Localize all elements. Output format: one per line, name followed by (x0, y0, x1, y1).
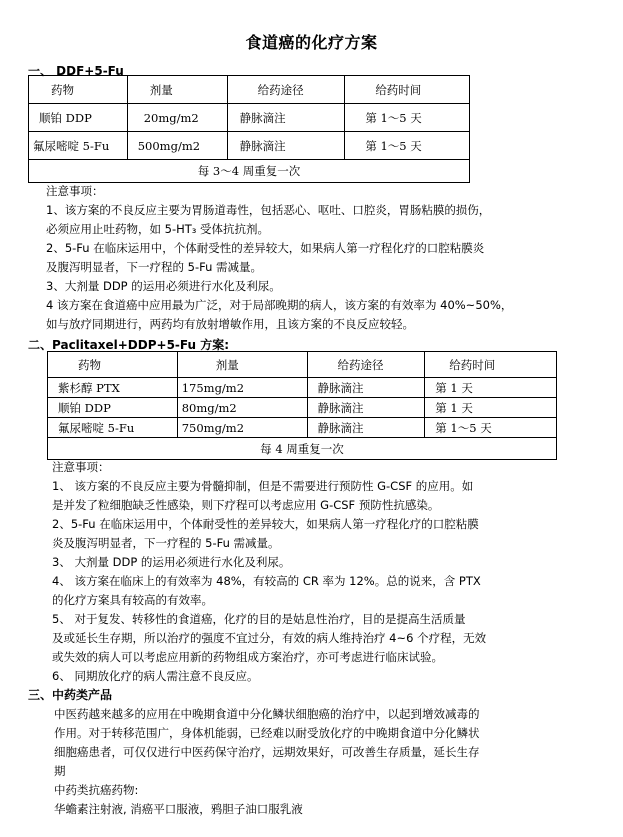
cell-time: 第 1～5 天 (345, 132, 470, 160)
cell-time: 第 1～5 天 (345, 104, 470, 132)
note-line: 4 该方案在食道癌中应用最为广泛，对于局部晚期的病人，该方案的有效率为 40%~50%， (46, 298, 513, 312)
tcm-drugs-list: 华蟾素注射液, 消癌平口服液，鸦胆子油口服乳液 (54, 802, 303, 816)
cell-drug: 顺铂 DDP (29, 104, 128, 132)
note-line: 注意事项： (46, 184, 104, 198)
tcm-drugs-subheading: 中药类抗癌药物: (54, 783, 139, 797)
note-line: 3、大剂量 DDP 的运用必须进行水化及利尿。 (46, 279, 281, 293)
paragraph-line: 作用。对于转移范围广，身体机能弱，已经难以耐受放化疗的中晚期食道中分化鳞状 (54, 726, 480, 740)
table-row (48, 418, 557, 438)
col-header-dose: 剂量 (177, 352, 307, 378)
table-header-row (29, 76, 470, 104)
regimen1-table (28, 75, 470, 183)
cell-dose: 175mg/m2 (177, 378, 307, 398)
repeat-cell: 每 4 周重复一次 (48, 438, 557, 460)
cell-time: 第 1 天 (425, 398, 557, 418)
col-header-time: 给药时间 (425, 352, 557, 378)
cell-route: 静脉滴注 (227, 104, 345, 132)
cell-route: 静脉滴注 (307, 378, 425, 398)
note-line: 必须应用止吐药物，如 5-HT₃ 受体抗抗剂。 (46, 222, 270, 236)
note-line: 注意事项： (52, 460, 110, 474)
note-line: 6、 同期放化疗的病人需注意不良反应。 (52, 669, 259, 683)
table-header-row (48, 352, 557, 378)
col-header-time: 给药时间 (345, 76, 470, 104)
cell-time: 第 1～5 天 (425, 418, 557, 438)
cell-dose: 80mg/m2 (177, 398, 307, 418)
cell-dose: 20mg/m2 (127, 104, 227, 132)
table-row (48, 378, 557, 398)
note-line: 4、 该方案在临床上的有效率为 48%，有较高的 CR 率为 12%。总的说来，含 PTX (52, 574, 481, 588)
note-line: 如与放疗同期进行，两药均有放射增敏作用，且该方案的不良反应较轻。 (46, 317, 414, 331)
table-row (48, 398, 557, 418)
col-header-route: 给药途径 (307, 352, 425, 378)
cell-drug: 紫杉醇 PTX (48, 378, 178, 398)
repeat-cell: 每 3～4 周重复一次 (29, 160, 470, 183)
cell-route: 静脉滴注 (307, 398, 425, 418)
note-line: 是并发了粒细胞缺乏性感染，则下疗程可以考虑应用 G-CSF 预防性抗感染。 (52, 498, 440, 512)
cell-route: 静脉滴注 (307, 418, 425, 438)
note-line: 炎及腹泻明显者，下一疗程的 5-Fu 需减量。 (52, 536, 280, 550)
section3-paragraph (54, 705, 480, 819)
cell-drug: 氟尿嘧啶 5-Fu (48, 418, 178, 438)
col-header-drug: 药物 (29, 76, 128, 104)
note-line: 及或延长生存期，所以治疗的强度不宜过分，有效的病人维持治疗 4~6 个疗程，无效 (52, 631, 487, 645)
note-line: 3、 大剂量 DDP 的运用必须进行水化及利尿。 (52, 555, 291, 569)
section2-heading: 二、Paclitaxel+DDP+5-Fu 方案: (28, 338, 230, 352)
table-row (29, 132, 470, 160)
note-line: 1、该方案的不良反应主要为胃肠道毒性，包括恶心、呕吐、口腔炎，胃肠粘膜的损伤， (46, 203, 491, 217)
regimen2-table (47, 351, 557, 460)
note-line: 1、 该方案的不良反应主要为骨髓抑制，但是不需要进行预防性 G-CSF 的应用。如 (52, 479, 474, 493)
note-line: 5、 对于复发、转移性的食道癌，化疗的目的是姑息性治疗，目的是提高生活质量 (52, 612, 466, 626)
section2-notes (52, 458, 486, 686)
cell-drug: 氟尿嘧啶 5-Fu (29, 132, 128, 160)
table-row (29, 160, 470, 183)
cell-route: 静脉滴注 (227, 132, 345, 160)
section1-notes (46, 182, 512, 334)
col-header-dose: 剂量 (127, 76, 227, 104)
cell-time: 第 1 天 (425, 378, 557, 398)
table-row (48, 438, 557, 460)
cell-dose: 750mg/m2 (177, 418, 307, 438)
paragraph-line: 中医药越来越多的应用在中晚期食道中分化鳞状细胞癌的治疗中，以起到增效减毒的 (54, 707, 480, 721)
note-line: 的化疗方案具有较高的有效率。 (52, 593, 213, 607)
paragraph-line: 细胞癌患者，可仅仅进行中医药保守治疗，远期效果好，可改善生存质量，延长生存 (54, 745, 480, 759)
section3-heading: 三、中药类产品 (28, 688, 113, 702)
note-line: 2、5-Fu 在临床运用中，个体耐受性的差异较大，如果病人第一疗程化疗的口腔粘膜炎 (46, 241, 485, 255)
note-line: 或失效的病人可以考虑应用新的药物组成方案治疗，亦可考虑进行临床试验。 (52, 650, 443, 664)
cell-drug: 顺铂 DDP (48, 398, 178, 418)
table-row (29, 104, 470, 132)
page-title: 食道癌的化疗方案 (245, 33, 378, 52)
note-line: 及腹泻明显者，下一疗程的 5-Fu 需减量。 (46, 260, 263, 274)
col-header-drug: 药物 (48, 352, 178, 378)
col-header-route: 给药途径 (227, 76, 345, 104)
cell-dose: 500mg/m2 (127, 132, 227, 160)
paragraph-line: 期 (54, 764, 66, 778)
section1-heading: 一、 DDF+5-Fu (28, 64, 124, 78)
note-line: 2、5-Fu 在临床运用中，个体耐受性的差异较大，如果病人第一疗程化疗的口腔粘膜 (52, 517, 479, 531)
